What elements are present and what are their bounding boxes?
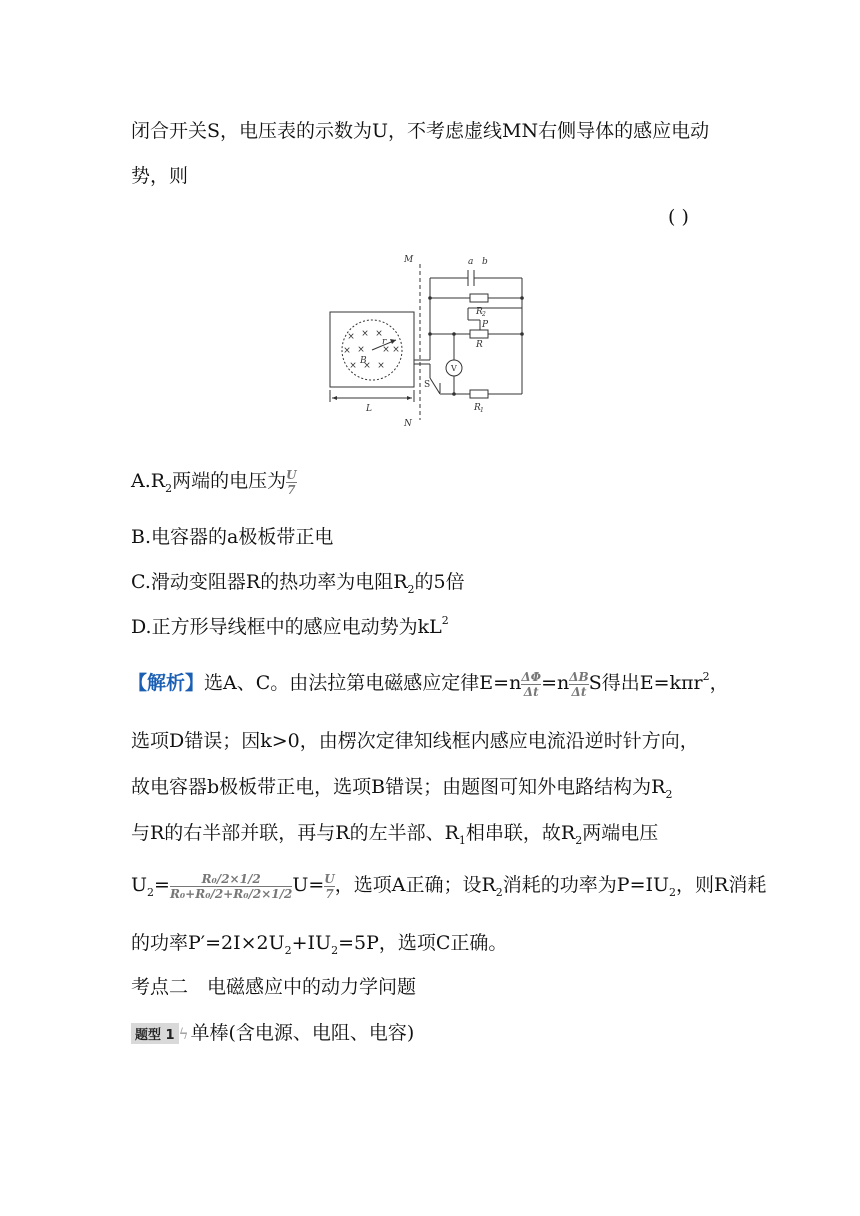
- label-l: L: [366, 404, 372, 414]
- fraction-voltage-divider: $\frac{\text{R₀/2×1/2}}{\text{R₀+R₀/2+R₀/2×1/2}}$: [169, 871, 293, 901]
- solution-line-6: 的功率$P'=2I\times 2U_2+IU_2=5P$，选项C正确。: [131, 932, 508, 957]
- fraction-dphi-dt: $\frac{\Delta\Phi}{\Delta t}$: [521, 669, 542, 699]
- section-subtitle: 单棒(含电源、电阻、电容): [190, 1022, 415, 1044]
- label-p: P: [482, 320, 489, 330]
- solution-line-5: $U_2=$ $\frac{\text{R₀/2×1/2}}{\text{R₀+R₀/2+R₀/2×1/2}}$ U= $\frac{U}{7}$ ，选项A正确；设$R_2$消耗的功率为$P=IU_2$，则R消耗: [131, 871, 767, 901]
- section-title: 考点二 电磁感应中的动力学问题: [131, 976, 417, 998]
- solution-tag: 【解析】: [128, 672, 205, 694]
- solution-line-4: 与R的右半部并联，再与R的左半部、$R_1$相串联，故$R_2$两端电压: [131, 822, 659, 847]
- switch: [430, 378, 440, 394]
- resistor-r1: [470, 390, 488, 398]
- option-b[interactable]: B.电容器的a极板带正电: [131, 526, 334, 548]
- label-r-radius: r: [382, 337, 387, 347]
- svg-text:×: ×: [347, 332, 355, 342]
- label-a: a: [468, 257, 474, 267]
- label-r2: R: [476, 307, 483, 317]
- section-subtitle-row: [131, 1018, 414, 1045]
- option-c[interactable]: C.滑动变阻器R的热功率为电阻$R_2$的5倍: [131, 571, 465, 596]
- fraction-u-over-7-solution: $\frac{U}{7}$: [324, 871, 335, 901]
- label-b-field: B: [360, 356, 367, 366]
- label-v: V: [451, 364, 457, 373]
- answer-bracket: ( ): [668, 206, 689, 228]
- solution-line-1: 【解析】选A、C。由法拉第电磁感应定律E=n $\frac{\Delta\Phi}{\Delta t}$ =n $\frac{\Delta B}{\Delta t}$ S得出E=kπr$^2$，: [128, 669, 729, 699]
- label-r1-sub: 1: [480, 407, 484, 414]
- question-line-1: 闭合开关S，电压表的示数为U，不考虑虚线MN右侧导体的感应电动: [131, 120, 710, 142]
- svg-text:×: ×: [377, 361, 385, 371]
- fraction-u-over-7: $\frac{U}{7}$: [286, 467, 297, 497]
- svg-text:×: ×: [349, 361, 357, 371]
- label-m: M: [404, 255, 414, 265]
- option-a[interactable]: $A.R_2$两端的电压为 $\frac{U}{7}$: [131, 467, 297, 497]
- svg-text:×: ×: [343, 346, 351, 356]
- lightning-icon: ϟ: [178, 1025, 189, 1043]
- label-b: b: [482, 257, 488, 267]
- svg-text:×: ×: [361, 329, 369, 339]
- resistor-r2: [470, 294, 488, 302]
- svg-text:×: ×: [392, 345, 400, 355]
- label-r: R: [476, 340, 483, 350]
- svg-text:×: ×: [363, 361, 371, 371]
- solution-line-3: 故电容器b极板带正电，选项B错误；由题图可知外电路结构为$R_2$: [131, 776, 673, 801]
- label-r2-sub: 2: [482, 311, 486, 318]
- solution-line-2: 选项D错误；因k>0，由楞次定律知线框内感应电流沿逆时针方向，: [131, 730, 699, 752]
- fraction-db-dt: $\frac{\Delta B}{\Delta t}$: [569, 669, 589, 699]
- rheostat-r: [470, 330, 488, 338]
- question-type-badge: 题型 1: [131, 1023, 179, 1044]
- label-s: S: [424, 380, 431, 390]
- svg-text:×: ×: [357, 345, 365, 355]
- label-n: N: [404, 419, 412, 429]
- question-line-2: 势，则: [131, 165, 189, 187]
- option-d[interactable]: D.正方形导线框中的感应电动势为$kL^2$: [131, 614, 449, 638]
- svg-text:×: ×: [375, 329, 383, 339]
- label-r1: R: [474, 403, 481, 413]
- circuit-diagram: [318, 248, 538, 433]
- svg-text:×: ×: [382, 345, 390, 355]
